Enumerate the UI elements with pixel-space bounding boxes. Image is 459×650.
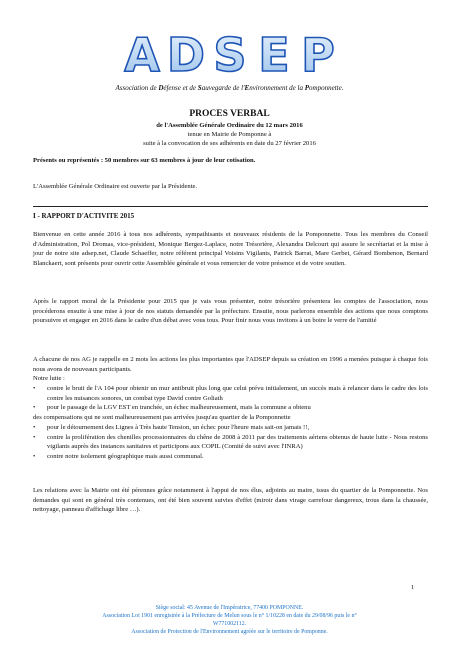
section-divider <box>33 206 428 207</box>
list-item-text: pour le passage de la LGV EST en tranchée, un échec malheureusement, mais la commune a obtenu <box>47 404 311 412</box>
convocation-line: suite à la convocation de ses adhérents en date du 27 février 2016 <box>143 140 316 147</box>
logo-letter: D <box>166 28 206 79</box>
footer-registration-number: W771002112. <box>212 621 247 627</box>
logo-letter: E <box>258 28 290 79</box>
meeting-location: tenue en Mairie de Pomponne à <box>187 131 272 138</box>
list-item-text: contre notre isolement géographique mais aussi communal. <box>47 452 204 460</box>
document-title: PROCES VERBAL <box>189 109 270 119</box>
list-item-text: contre le bruit de l'A 104 pour obtenir un mur antibruit plus long que celui prévu initialement, un succès mais à relancer dans le cadre des lois contre les nuisances sonores, un combat type David contre Goliath <box>47 385 428 402</box>
list-item-text: contre la prolifération des chenilles processionnaires du chêne de 2008 à 2011 par des traitements aériens obtenus de haute lutte - Nous restons vigilants auprès des instances sanitaires et participons aux COPIL (Comité de suivi avec l'INRA) <box>47 433 428 451</box>
struggle-label: Notre lutte : <box>33 375 65 382</box>
paragraph-welcome: Bienvenue en cette année 2016 à tous nos adhérents, sympathisants et nouveaux résidents de la Pomponnette. Tous les membres du Conseil d'Administration, Pol Dromas, vice-président, Monique Bergez-Laplace, notre Trésorière, Alexandra Delcourt qui assure le secrétariat et la mise à jour de notre site adsep.net, Claude Schaeffer, notre référent principal Voisins Vigilants, Patrick Barrat, Mare Gerbet, Gérard Bombenon, Bernard Blanckaert, sont présents pour ouvrir cette Assemblée générale et vous remercier de votre présence et de votre soutien. <box>33 231 428 268</box>
list-item: • contre la prolifération des chenilles processionnaires du chêne de 2008 à 2011 par des traitements aériens obtenus de haute lutte - Nous restons vigilants auprès des instances sanitaires et participons aux COPIL (Comité de suivi avec l'INRA) <box>33 433 428 451</box>
paragraph-actions-intro: A chacune de nos AG je rappelle en 2 mots les actions les plus importantes que l'ADSEP depuis sa création en 1996 a menées puisque à chaque fois nous avons de nouveaux participants. <box>33 356 428 373</box>
document-subtitle: de l'Assemblée Générale Ordinaire du 12 mars 2016 <box>156 122 303 129</box>
list-item: • pour le détournement des Lignes à Très haute Tension, un échec pour l'heure mais sait-on jamais !!, <box>33 423 428 433</box>
attendance-line: Présents ou représentés : 50 membres sur 63 membres à jour de leur cotisation. <box>33 157 256 164</box>
struggle-list <box>33 384 428 462</box>
footer-registration: Association Loi 1901 enregistrée à la Préfecture de Melun sous le n° 1/10228 en date du 29/08/96 puis le n° <box>102 613 357 619</box>
section-heading: I - RAPPORT D'ACTIVITE 2015 <box>33 212 135 220</box>
list-item: • contre notre isolement géographique mais aussi communal. <box>33 452 428 462</box>
list-item: • contre le bruit de l'A 104 pour obtenir un mur antibruit plus long que celui prévu initialement, un succès mais à relancer dans le cadre des lois contre les nuisances sonores, un combat type David contre Goliath <box>33 385 428 402</box>
paragraph-town-relations: Les relations avec la Mairie ont été pérennes grâce notamment à l'appui de nos élus, adjoints au maire, issus du quartier de la Pomponnette. Nos demandes qui sont en général très contenues, ont été bien souvent suivies d'effet (miroir dans virage carrefour dangereux, trous dans la chaussée, nettoyage, panneau d'affichage libre …). <box>33 487 428 514</box>
footer-accreditation: Association de Protection de l'Environnement agréée sur le territoire de Pomponne. <box>131 629 328 635</box>
list-item-continuation: des compensations qui ne sont malheureusement pas arrivées jusqu'au quartier de la Pomponnette <box>33 414 291 422</box>
logo-letter: S <box>213 28 247 79</box>
association-name: Association de Défense et de Sauvegarde de l'Environnement de la Pomponnette. <box>115 84 344 92</box>
adsep-logo <box>120 27 340 79</box>
list-item: • pour le passage de la LGV EST en tranchée, un échec malheureusement, mais la commune a obtenu <box>33 403 428 413</box>
list-item-text: pour le détournement des Lignes à Très haute Tension, un échec pour l'heure mais sait-on jamais !!, <box>47 423 310 431</box>
opening-line: L'Assemblée Générale Ordinaire est ouverte par la Présidente. <box>33 183 198 190</box>
logo-letter: P <box>301 28 335 79</box>
page-number: 1 <box>411 584 415 591</box>
logo-letter: A <box>124 28 160 79</box>
footer-address: Siège social: 45 Avenue de l'Impératrice, 77400 POMPONNE. <box>155 605 304 611</box>
paragraph-agenda: Après le rapport moral de la Présidente pour 2015 que je vais vous présenter, notre trésorière présentera les comptes de l'association, nous procéderons ensuite à une mise à jour de nos statuts demandée par la préfecture. Ensuite, nous parlerons ensemble des actions que nous comptons poursuivre et engager en 2016 dans le cadre d'un débat avec vous tous. Pour finir nous vous invitons à un boire le verre de l'amitié <box>33 298 428 325</box>
